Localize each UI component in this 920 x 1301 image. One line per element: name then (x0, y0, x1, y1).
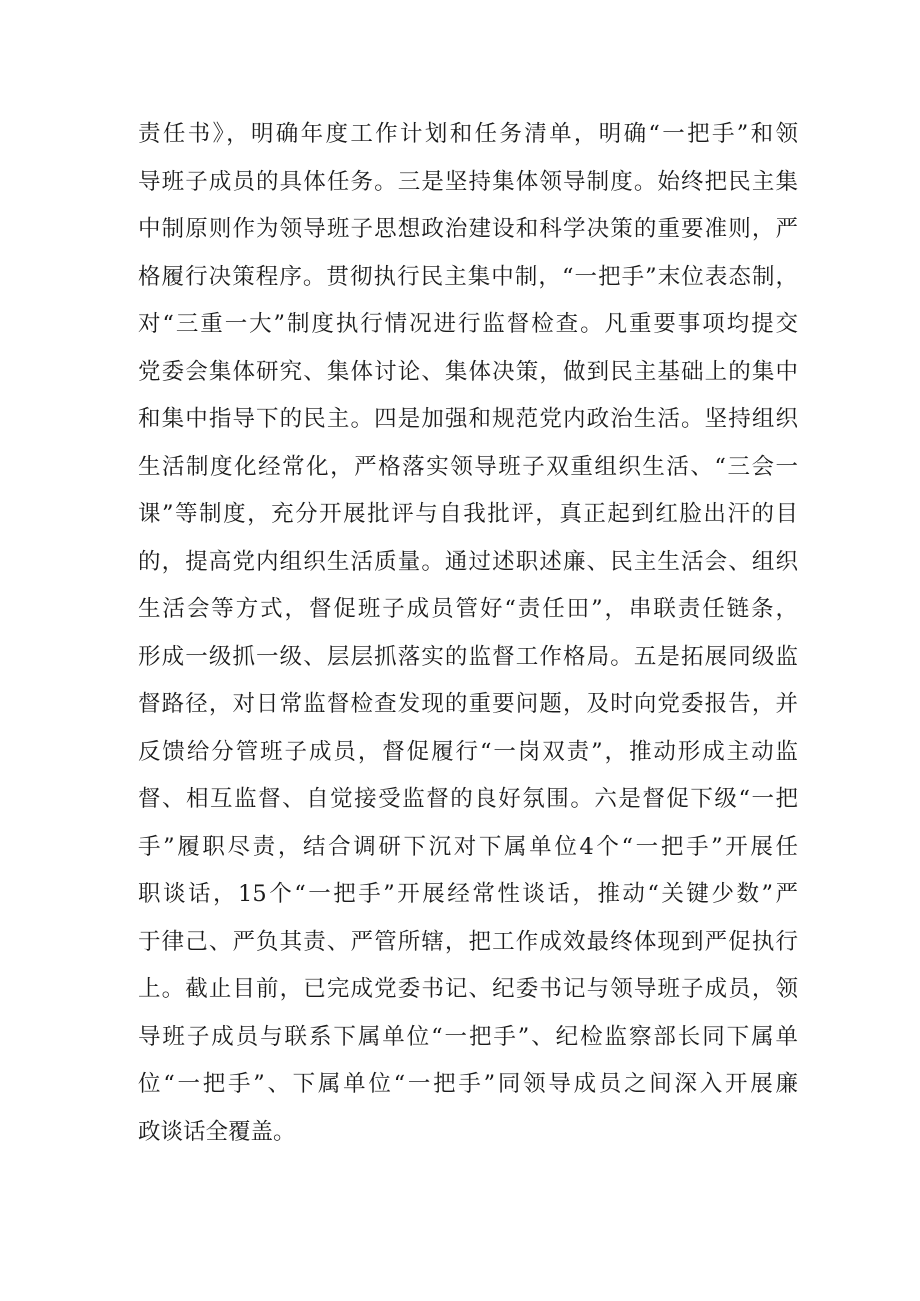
text-line-10: 的，提高党内组织生活质量。通过述职述廉、民主生活会、组织 (138, 548, 798, 575)
text-line-5: 对“三重一大”制度执行情况进行监督检查。凡重要事项均提交 (138, 311, 798, 337)
text-line-11: 生活会等方式，督促班子成员管好“责任田”，串联责任链条， (138, 596, 798, 622)
text-line-8: 生活制度化经常化，严格落实领导班子双重组织生活、“三会一 (138, 453, 798, 480)
text-line-19: 上。截止目前，已完成党委书记、纪委书记与领导班子成员，领 (138, 976, 798, 1002)
text-line-7: 和集中指导下的民主。四是加强和规范党内政治生活。坚持组织 (138, 406, 798, 432)
text-line-14: 反馈给分管班子成员，督促履行“一岗双责”，推动形成主动监 (138, 738, 798, 765)
text-line-22: 政谈话全覆盖。 (138, 1118, 296, 1145)
text-line-13: 督路径，对日常监督检查发现的重要问题，及时向党委报告，并 (138, 691, 798, 717)
text-line-15: 督、相互监督、自觉接受监督的良好氛围。六是督促下级“一把 (138, 786, 798, 812)
text-line-12: 形成一级抓一级、层层抓落实的监督工作格局。五是拓展同级监 (138, 643, 798, 670)
text-line-2: 导班子成员的具体任务。三是坚持集体领导制度。始终把民主集 (138, 168, 798, 195)
text-line-20: 导班子成员与联系下属单位“一把手”、纪检监察部长同下属单 (138, 1023, 798, 1050)
text-line-6: 党委会集体研究、集体讨论、集体决策，做到民主基础上的集中 (138, 358, 798, 385)
text-line-21: 位“一把手”、下属单位“一把手”同领导成员之间深入开展廉 (138, 1071, 798, 1097)
text-line-17: 职谈话，15个“一把手”开展经常性谈话，推动“关键少数”严 (138, 881, 798, 907)
text-line-1: 责任书》，明确年度工作计划和任务清单，明确“一把手”和领 (138, 121, 798, 147)
text-line-18: 于律己、严负其责、严管所辖，把工作成效最终体现到严促执行 (138, 928, 798, 955)
text-line-3: 中制原则作为领导班子思想政治建设和科学决策的重要准则，严 (138, 216, 798, 242)
body-paragraph (138, 111, 798, 1156)
text-line-16: 手”履职尽责，结合调研下沉对下属单位4个“一把手”开展任 (138, 833, 798, 860)
text-line-4: 格履行决策程序。贯彻执行民主集中制，“一把手”末位表态制， (138, 263, 798, 290)
text-line-9: 课”等制度，充分开展批评与自我批评，真正起到红脸出汗的目 (138, 501, 798, 527)
